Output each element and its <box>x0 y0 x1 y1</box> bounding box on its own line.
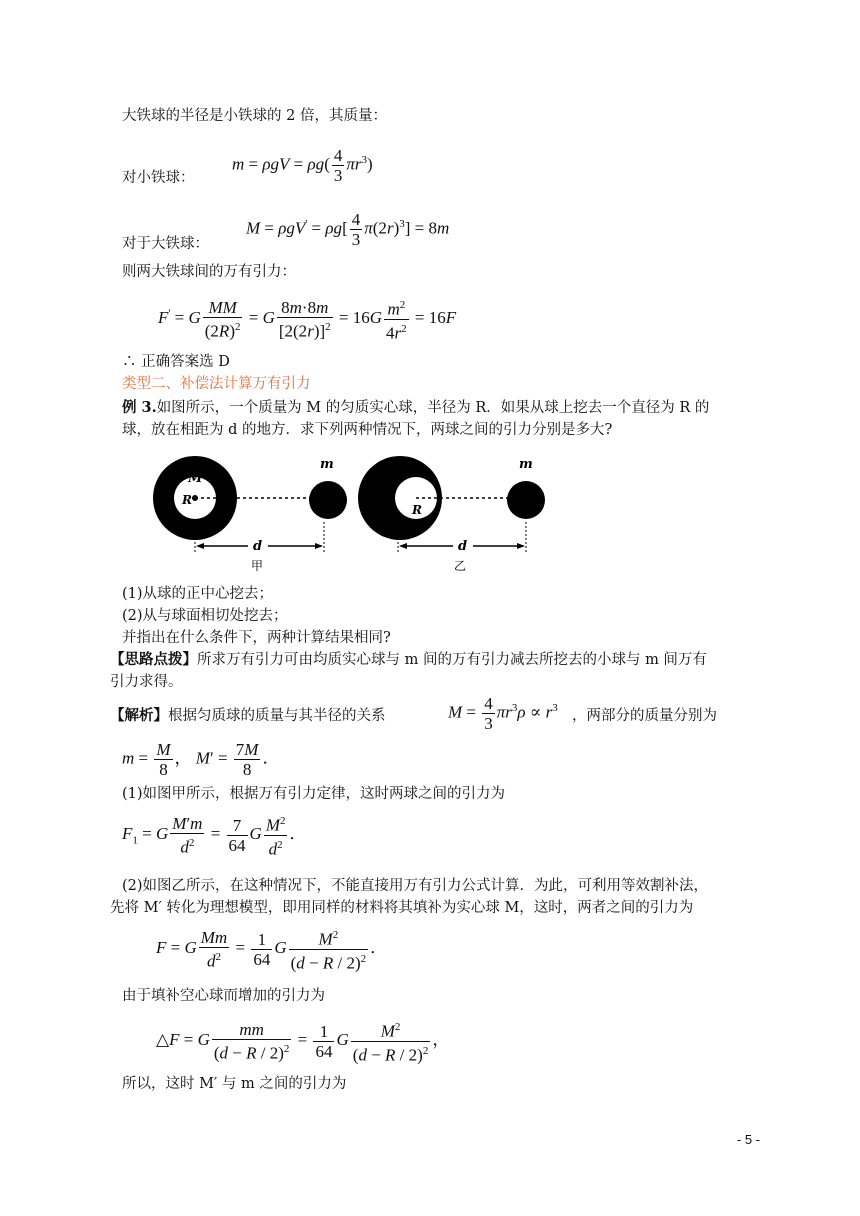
text-line-2: 对小铁球： <box>122 170 195 186</box>
label-small-right: m <box>519 457 533 472</box>
label-big-right: M′ <box>393 467 411 482</box>
solution-step-1: (1)如图甲所示，根据万有引力定律，这时两球之间的引力为 <box>122 786 506 802</box>
small-sphere-right <box>507 481 545 519</box>
page-number: - 5 - <box>736 1132 760 1147</box>
solution-step-2a: (2)如图乙所示，在这种情况下，不能直接用万有引力公式计算．为此，可利用等效割补法， <box>122 878 709 894</box>
solution-step-2b: 先将 M′ 转化为理想模型，即用同样的材料将其填补为实心球 M，这时，两者之间的引力为 <box>110 900 694 916</box>
example-line-2: 球，放在相距为 d 的地方．求下列两种情况下，两球之间的引力分别是多大? <box>122 422 613 438</box>
caption-left: 甲 <box>251 559 264 573</box>
equation-big-ball-mass: M = ρgV' = ρg[ $\frac{4}{3}$ $\pi(2r)^3] = 8m$ <box>246 210 450 249</box>
text-line-1: 大铁球的半径是小铁球的 2 倍，其质量： <box>122 108 387 124</box>
text-line-4: 则两大铁球间的万有引力： <box>122 264 296 280</box>
text-line-3: 对于大铁球： <box>122 236 209 252</box>
label-dist-left: d <box>253 539 263 554</box>
question-2: (2)从与球面相切处挖去； <box>122 608 288 624</box>
equation-force-big-balls: F' = G $\frac{MM}{(2R)^2}$ = G $\frac{8m\cdot 8m}{[2(2r)]^2}$ = 16G $\frac{m^2}{4r^2}$ = 16F <box>158 297 457 343</box>
equation-delta-f: △F = G $\frac{mm}{(d - R / 2)^2}$ = $\frac{1}{64}$ G $\frac{M^2}{(d - R / 2)^2}$ ， <box>156 1019 450 1065</box>
solution-line-1b: ，两部分的质量分别为 <box>572 708 717 724</box>
section-heading: 类型二、补偿法计算万有引力 <box>122 376 311 392</box>
equation-mass-radius: M = $\frac{4}{3}$ $\pi r^3\rho \propto r^3$ <box>448 694 558 733</box>
equation-masses: m = $\frac{M}{8}$ ， M′ = $\frac{7M}{8}$ ． <box>122 740 280 779</box>
solution-line-1: 【解析】根据匀质球的质量与其半径的关系 <box>110 707 386 724</box>
solution-label: 【解析】 <box>110 707 168 724</box>
equation-small-ball-mass: m = ρgV = ρg( $\frac{4}{3}$ $\pi r^3$) <box>232 146 373 185</box>
label-hole-right: R <box>412 503 422 517</box>
label-hole-left: R <box>182 493 192 507</box>
label-small-left: m <box>320 457 334 472</box>
gravity-figure <box>150 457 560 580</box>
small-sphere-left <box>309 481 347 519</box>
equation-f1: $F_1 = G$ $\frac{M'm}{d^2}$ = $\frac{7}{64}$ G $\frac{M^2}{d^2}$ ． <box>122 813 307 859</box>
equation-f-solid: F = G $\frac{Mm}{d^2}$ = $\frac{1}{64}$ G $\frac{M^2}{(d - R / 2)^2}$ ． <box>156 927 388 973</box>
hint-label: 【思路点拨】 <box>110 651 197 668</box>
solution-step-3: 由于填补空心球而增加的引力为 <box>122 988 325 1004</box>
answer-line: ∴ 正确答案选 D <box>122 354 230 370</box>
label-dist-right: d <box>458 539 468 554</box>
hint-line-1: 【思路点拨】所求万有引力可由均质实心球与 m 间的万有引力减去所挖去的小球与 m 间万有 <box>110 651 707 668</box>
label-big-left: M′ <box>188 471 206 486</box>
question-1: (1)从球的正中心挖去； <box>122 586 274 602</box>
example-line-1: 例 3.如图所示，一个质量为 M 的匀质实心球，半径为 R．如果从球上挖去一个直径为 R 的 <box>122 399 710 416</box>
solution-step-4: 所以，这时 M′ 与 m 之间的引力为 <box>122 1076 347 1092</box>
example-label: 例 3. <box>122 399 157 416</box>
caption-right: 乙 <box>454 559 467 573</box>
hint-line-2: 引力求得。 <box>110 674 183 690</box>
question-3: 并指出在什么条件下，两种计算结果相同? <box>122 630 391 646</box>
